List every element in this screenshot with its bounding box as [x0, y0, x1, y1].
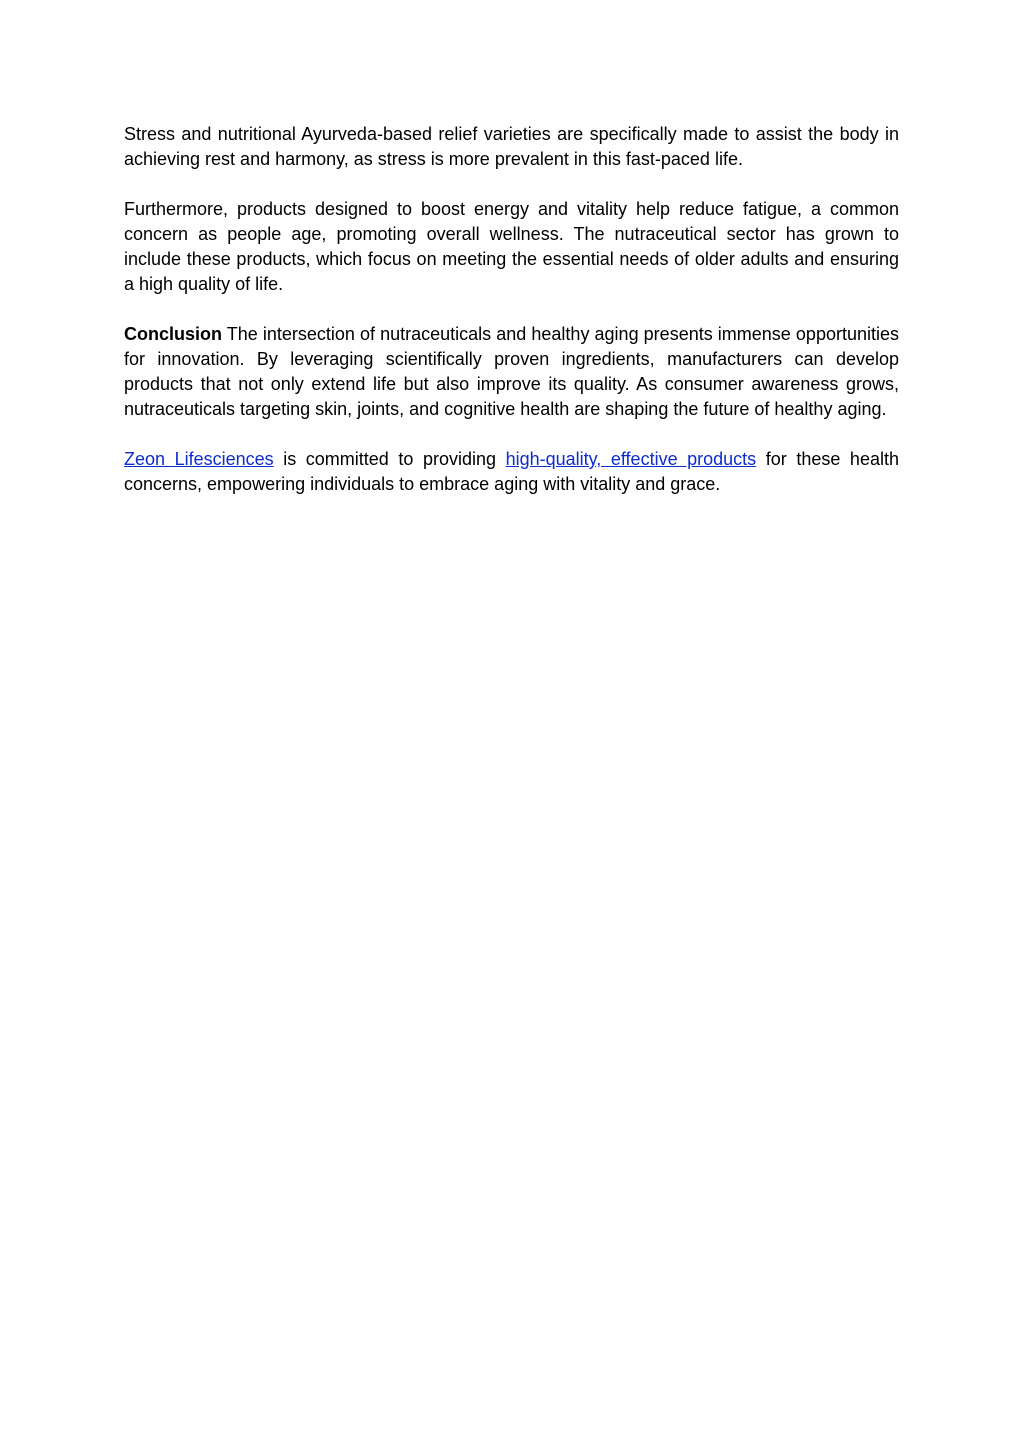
paragraph-stress: Stress and nutritional Ayurveda-based relief varieties are specifically made to assist the body in achieving rest and harmony, as stress is more prevalent in this fast-paced life. — [124, 124, 899, 169]
closing-text-1: is committed to providing — [273, 449, 506, 469]
zeon-lifesciences-link[interactable]: Zeon Lifesciences — [124, 449, 274, 469]
closing-text-2: for these health concerns, empowering individuals to embrace aging with vitality and grace. — [124, 449, 899, 494]
paragraph-closing — [124, 447, 899, 497]
conclusion-heading: Conclusion — [124, 324, 222, 344]
paragraph-energy: Furthermore, products designed to boost energy and vitality help reduce fatigue, a common concern as people age, promoting overall wellness. The nutraceutical sector has grown to include these products, which focus on meeting the essential needs of older adults and ensuring a high quality of life. — [124, 199, 899, 294]
conclusion-body: The intersection of nutraceuticals and healthy aging presents immense opportunities for innovation. By leveraging scientifically proven ingredients, manufacturers can develop products that not only extend life but also improve its quality. As consumer awareness grows, nutraceuticals targeting skin, joints, and cognitive health are shaping the future of healthy aging. — [124, 324, 899, 419]
document-page — [124, 122, 899, 522]
products-link[interactable]: high-quality, effective products — [505, 449, 757, 469]
paragraph-conclusion — [124, 322, 899, 422]
